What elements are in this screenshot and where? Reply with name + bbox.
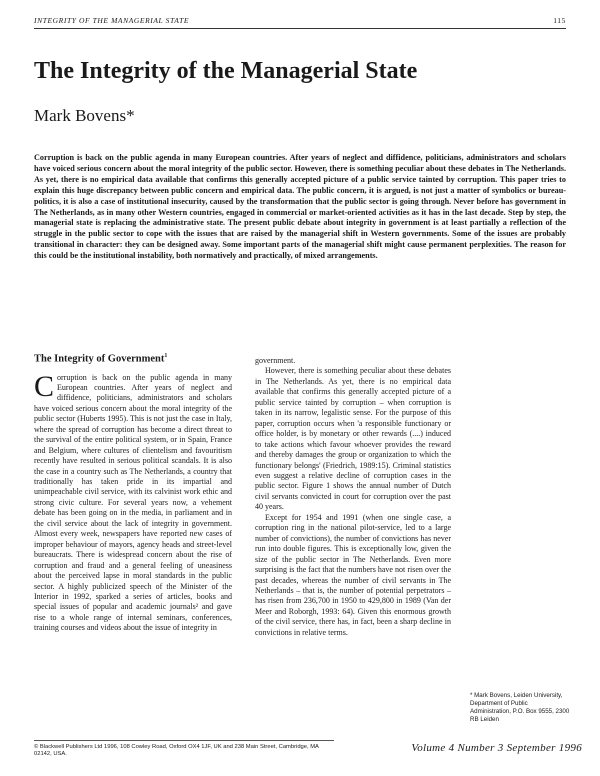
copyright-notice: © Blackwell Publishers Ltd 1996, 108 Cowley Road, Oxford OX4 1JF, UK and 238 Main Street, Cambridge, MA 02142, USA. (34, 740, 334, 758)
section-heading (34, 350, 232, 366)
body-paragraph: However, there is something peculiar about these debates in The Netherlands. As yet, there is no empirical data available that confirms this generally accepted picture of a public service tainted by corruption – when corruption is taken in its narrow, legalistic sense. For the purpose of this paper, corruption occurs when 'a responsible functionary or office holder, is by monetary or other rewards (....) induced to take actions which favour whoever provides the reward and thereby damages the group or organization to which the functionary belongs' (Friedrich, 1989:15). Criminal statistics even suggest a relative decline of corruption cases in the public sector. Figure 1 shows the annual number of Dutch civil servants convicted in court for corruption over the past 40 years. (255, 366, 451, 512)
section-heading-footnote-mark: 1 (164, 353, 168, 359)
author-affiliation-footnote: * Mark Bovens, Leiden University, Department of Public Administration, P.O. Box 9555, 2300 RB Leiden (470, 692, 570, 723)
drop-cap: C (34, 369, 55, 403)
paper-title: The Integrity of the Managerial State (34, 58, 418, 84)
author-name: Mark Bovens* (34, 106, 135, 125)
left-column (34, 350, 232, 634)
body-paragraph: Except for 1954 and 1991 (when one single case, a corruption ring in the national pilot-service, led to a large number of convictions), the number of convictions has never run into double figures. This is exceptionally low, given the size of the public sector in The Netherlands. Even more surprising is the fact that the numbers have not risen over the past decades, whereas the number of civil servants in The Netherlands – that is, the number of potential perpetrators – has risen from 236,700 in 1950 to 429,800 in 1989 (Van der Meer and Roborgh, 1993: 64). Given this enormous growth of the civil service, there has, in fact, been a sharp decline in convictions in relative terms. (255, 512, 451, 637)
body-paragraph: government. (255, 356, 296, 365)
running-head-title: INTEGRITY OF THE MANAGERIAL STATE (34, 16, 190, 25)
abstract: Corruption is back on the public agenda in many European countries. After years of neglect and diffidence, politicians, administrators and scholars have voiced serious concern about the moral integrity of the public sector. However, there is something peculiar about these debates in The Netherlands. As yet, there is no empirical data available that confirms this generally accepted picture of a public service tainted by corruption. This paper tries to explain this huge discrepancy between public concern and empirical data. The public concern, it is argued, is not just a matter of symbolics or bureau-politics, it is also a case of institutional insecurity, caused by the transformation that the public sector is going through. Never before has government in The Netherlands, as in many other Western countries, engaged in commercial or market-oriented activities as it has in the last decade. Step by step, the managerial state is replacing the administrative state. The present public debate about integrity in government is at least partially a reflection of the struggle in the public sector to cope with the issues that are raised by the managerial shift in Western governments. Some of the issues are probably transitional in character: they can be designed away. Some important parts of the managerial shift might cause permanent perplexities. The reason for this could be the institutional instability, both normatively and practically, of mixed arrangements. (34, 153, 566, 261)
journal-issue-info: Volume 4 Number 3 September 1996 (411, 742, 582, 754)
section-heading-text: The Integrity of Government (34, 353, 165, 365)
right-column (255, 356, 451, 638)
running-head (34, 16, 566, 29)
paragraph-text: orruption is back on the public agenda in many European countries. After years of neglect and diffidence, politicians, administrators and scholars have voiced serious concern about the moral integrity of the public sector (Huberts 1995). This is not just the case in Italy, where the spread of corruption has become a direct threat to the survival of the entire political system, or in Spain, France and Belgium, where cultures of clientelism and favouritism recently have resulted in serious political scandals. It is also the case in a country such as The Netherlands, a country that traditionally has taken pride in its impartial and unimpeachable civil service, with its calvinist work ethic and strong civic culture. For several years now, a vehement debate has been going on in the media, in parliament and in the civil service about the lack of integrity in government. Almost every week, newspapers have reported new cases of improper behaviour of mayors, agency heads and street-level bureaucrats. There is widespread concern about the rise of corruption and fraud and a general feeling of uneasiness about the perceived lapse in moral standards in the public sector. A highly publicized speech of the Minister of the Interior in 1992, sparked a series of articles, books and special issues of popular and academic journals² and gave rise to a whole range of internal seminars, conferences, training courses and videos about the issue of integrity in (34, 372, 232, 633)
page-number: 115 (553, 16, 566, 25)
body-paragraph (34, 369, 232, 634)
